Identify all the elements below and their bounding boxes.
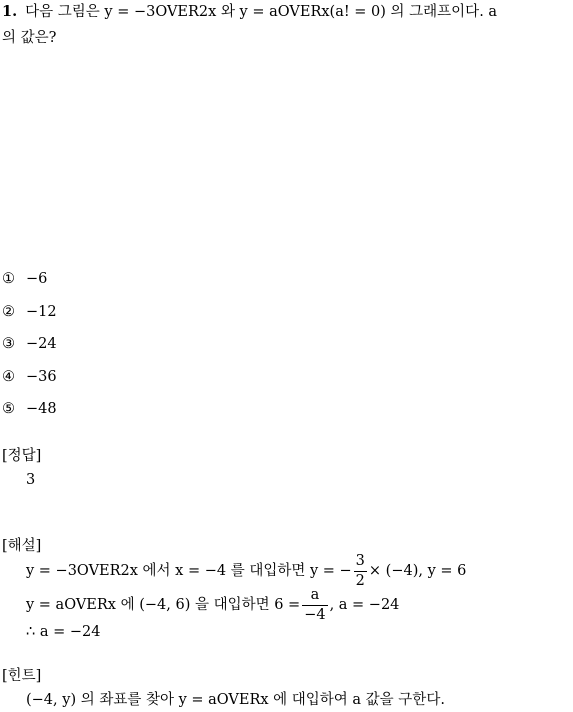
question-number: 1. [2,3,18,20]
choice-value: −6 [26,271,48,287]
explanation-line-1-text-b: × (−4), y = 6 [368,563,467,579]
choice-1[interactable] [2,268,47,290]
fraction [302,588,327,622]
choice-value: −12 [26,304,57,320]
fraction-numerator: a [302,588,327,606]
fraction-numerator: 3 [354,554,367,572]
explanation-line-3: ∴ a = −24 [26,624,101,640]
choice-mark: ② [2,304,15,320]
hint-text: (−4, y) 의 좌표를 찾아 y = aOVERx 에 대입하여 a 값을 구한다. [26,692,445,708]
answer-label: [정답] [2,448,42,464]
figure-area [0,70,573,260]
explanation-line-2 [26,588,399,622]
fraction [354,554,367,588]
choice-2[interactable] [2,301,57,323]
choice-mark: ④ [2,369,15,385]
choice-value: −48 [26,401,57,417]
explanation-line-2-text-a: y = aOVERx 에 (−4, 6) 을 대입하면 6 = [26,597,301,613]
question-line-1: 다음 그림은 y = −3OVER2x 와 y = aOVERx(a! = 0) 의 그래프이다. a [25,4,498,20]
choice-3[interactable] [2,333,57,355]
explanation-line-2-text-b: , a = −24 [329,597,400,613]
choice-mark: ① [2,271,15,287]
fraction-denominator: 2 [355,572,365,589]
hint-label: [힌트] [2,668,42,684]
fraction-denominator: −4 [304,606,326,623]
choice-4[interactable] [2,366,57,388]
choice-mark: ⑤ [2,401,15,417]
choice-value: −24 [26,336,57,352]
explanation-line-1 [26,554,466,588]
question-line-2: 의 값은? [2,30,57,46]
explanation-label: [해설] [2,538,42,554]
question-text [2,2,573,48]
choice-value: −36 [26,369,57,385]
answer-value: 3 [26,472,36,488]
choice-mark: ③ [2,336,15,352]
explanation-line-1-text-a: y = −3OVER2x 에서 x = −4 를 대입하면 y = − [26,563,352,579]
choice-5[interactable] [2,398,57,420]
